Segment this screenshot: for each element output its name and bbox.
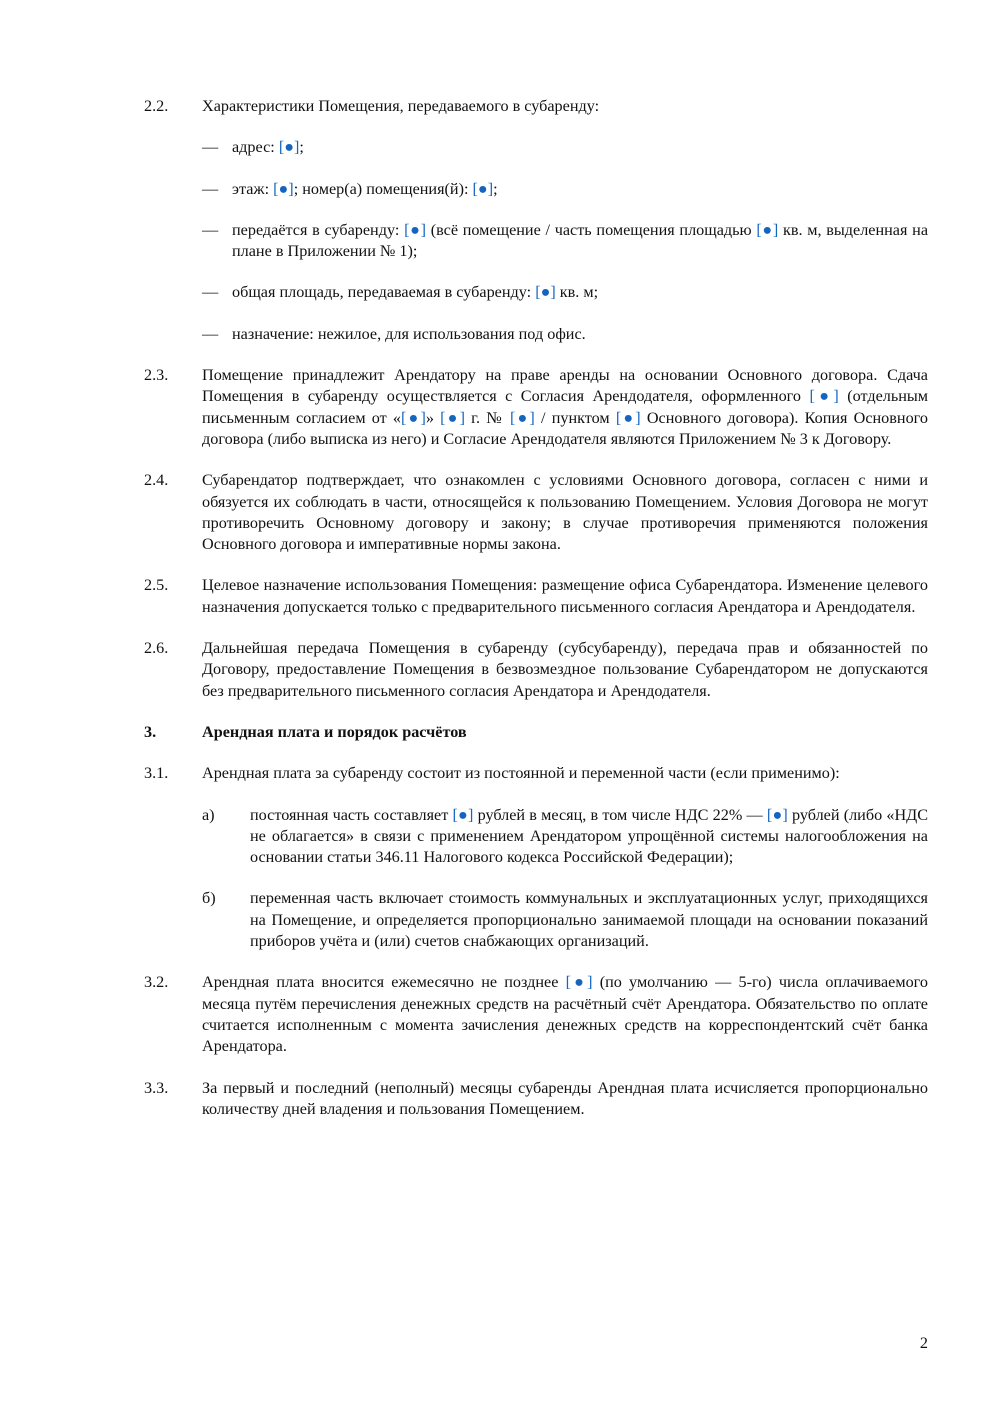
clause-body: [202, 763, 928, 952]
clause-2-5: [144, 575, 928, 618]
placeholder: [●]: [452, 805, 474, 824]
clause-text: Дальнейшая передача Помещения в субаренду (субсубаренду), передача прав и обязанностей по Договору, предоставление Помещения в безвозмездное пользование Субарендатором не допускаются без предварительного письменного согласия Арендатора и Арендодателя.: [202, 639, 928, 700]
section-heading-3: [144, 722, 928, 743]
clause-2-3: [144, 365, 928, 450]
item-text: адрес:: [232, 138, 279, 157]
item-text: назначение: нежилое, для использования под офис.: [232, 324, 586, 343]
clause-3-2: [144, 972, 928, 1057]
clause-text: / пунктом: [534, 408, 616, 427]
dash-marker: —: [202, 324, 219, 343]
item-text: ;: [493, 179, 498, 198]
clause-text: Субарендатор подтверждает, что ознакомлен с условиями Основного договора, согласен с ними и обязуется их соблюдать в части, относящейся к пользованию Помещением. Условия Договора не могут противоречить Основному договору и закону; в случае противоречия применяются положения Основного договора и императивные нормы закона.: [202, 471, 928, 554]
dash-marker: —: [202, 220, 219, 239]
clause-text: За первый и последний (неполный) месяцы субаренды Арендная плата исчисляется пропорционально количеству дней владения и пользования Помещением.: [202, 1078, 928, 1118]
item-text: этаж:: [232, 179, 274, 198]
item-text: ; номер(а) помещения(й):: [293, 179, 473, 198]
list-item-address: [202, 137, 928, 158]
placeholder: [●]: [401, 408, 426, 427]
clause-body: [202, 972, 928, 1057]
list-item-purpose: [202, 324, 928, 345]
placeholder: [●]: [565, 973, 593, 992]
placeholder: [●]: [509, 408, 535, 427]
placeholder: [●]: [440, 408, 465, 427]
clause-number: 2.4.: [144, 471, 169, 490]
clause-number: 2.6.: [144, 639, 169, 658]
clause-3-1: [144, 763, 928, 952]
clause-body: [202, 96, 928, 345]
clause-text: Целевое назначение использования Помещения: размещение офиса Субарендатора. Изменение целевого назначения допускается только с предварительного письменного согласия Арендатора и Арендодателя.: [202, 576, 928, 616]
clause-text: Арендная плата за субаренду состоит из постоянной и переменной части (если применимо):: [202, 764, 840, 783]
clause-number: 2.2.: [144, 97, 169, 115]
subitem-marker: б): [202, 889, 216, 908]
clause-text: Арендная плата вносится ежемесячно не позднее: [202, 973, 566, 992]
item-text: рублей (либо «НДС не облагается» в связи с применением Арендатором упрощённой системы налогообложения на основании статьи 346.11 Налогового кодекса Российской Федерации);: [250, 805, 928, 867]
clause-2-4: [144, 470, 928, 555]
clause-2-6: [144, 638, 928, 702]
placeholder: [●]: [615, 408, 641, 427]
clause-number: 3.1.: [144, 764, 169, 783]
dash-marker: —: [202, 283, 219, 302]
item-text: постоянная часть составляет: [250, 805, 453, 824]
clause-number: 3.2.: [144, 973, 169, 992]
clause-text: Характеристики Помещения, передаваемого в субаренду:: [202, 97, 600, 115]
clause-text: »: [425, 408, 441, 427]
item-text: передаётся в субаренду:: [232, 220, 405, 239]
placeholder: [●]: [404, 220, 426, 239]
list-item-area: [202, 282, 928, 303]
placeholder: [●]: [278, 138, 300, 157]
item-text: ;: [299, 138, 304, 157]
placeholder: [●]: [535, 283, 556, 302]
clause-text: Основного договора). Копия Основного договора (либо выписка из него) и Согласие Арендодателя являются Приложением № 3 к Договору.: [202, 408, 929, 448]
list-item-transfer: [202, 220, 928, 263]
section-title: Арендная плата и порядок расчётов: [202, 722, 467, 741]
list-item-fixed-part: [202, 805, 928, 869]
clause-text: Помещение принадлежит Арендатору на праве аренды на основании Основного договора. Сдача Помещения в субаренду осуществляется с Согласия Арендодателя, оформленного: [202, 366, 928, 406]
item-text: кв. м, выделенная на плане в Приложении № 1);: [232, 220, 929, 261]
document-content: [144, 96, 928, 1140]
clause-body: [202, 365, 928, 450]
dash-marker: —: [202, 138, 219, 157]
page-number: 2: [919, 1334, 928, 1352]
clause-number: 2.5.: [144, 576, 169, 595]
rent-parts-list: [202, 805, 928, 953]
clause-2-2: [144, 96, 928, 345]
clause-text: г. №: [464, 408, 510, 427]
item-text: (всё помещение / часть помещения площадью: [425, 220, 757, 239]
placeholder: [●]: [472, 179, 494, 198]
list-item-variable-part: [202, 888, 928, 952]
clause-number: 3.3.: [144, 1078, 169, 1097]
clause-3-3: [144, 1078, 928, 1121]
clause-text: (по умолчанию — 5-го) числа оплачиваемого месяца путём перечисления денежных средств на расчётный счёт Арендатора. Обязательство по оплате считается исполненным с момента зачисления денежных средств на корреспондентский счёт банка Арендатора.: [202, 973, 929, 1056]
clause-text: (отдельным письменным согласием от «: [202, 387, 929, 427]
dash-marker: —: [202, 179, 219, 198]
list-item-floor: [202, 179, 928, 200]
placeholder: [●]: [809, 387, 839, 406]
subitem-marker: а): [202, 805, 215, 824]
item-text: переменная часть включает стоимость коммунальных и эксплуатационных услуг, приходящихся на Помещение, и определяется пропорционально занимаемой площади на основании показаний приборов учёта и (или) счетов снабжающих организаций.: [250, 889, 928, 951]
clause-number: 2.3.: [144, 366, 169, 385]
item-text: рублей в месяц, в том числе НДС 22% —: [473, 805, 767, 824]
item-text: общая площадь, передаваемая в субаренду:: [232, 283, 536, 302]
characteristics-list: [202, 137, 928, 345]
section-number: 3.: [144, 722, 157, 741]
item-text: кв. м;: [555, 283, 599, 302]
placeholder: [●]: [273, 179, 294, 198]
placeholder: [●]: [766, 805, 788, 824]
placeholder: [●]: [756, 220, 779, 239]
